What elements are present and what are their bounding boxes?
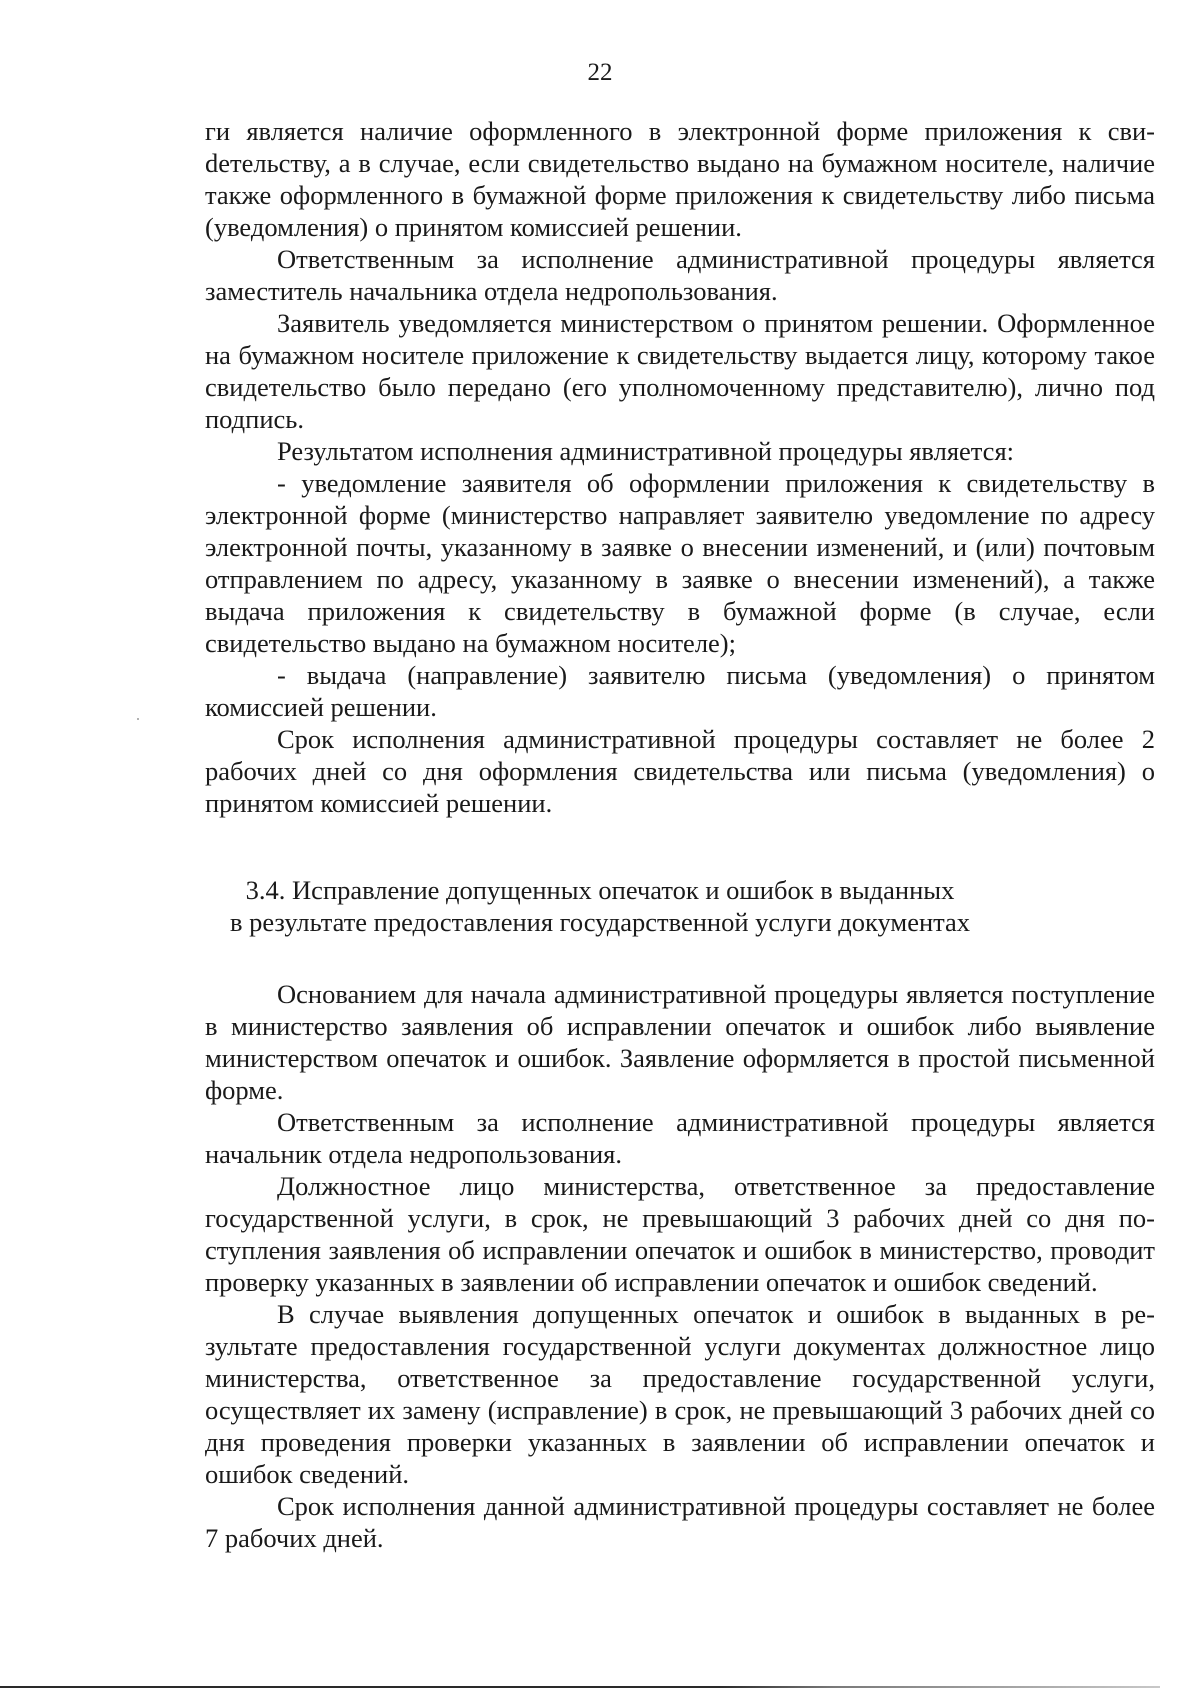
list-item-result-1: - уведомление заявителя об оформлении приложения к свидетельству в электронной форме (министерство направляет заявителю уведомление по адресу электронной почты, указанному в заявке о внесении изменений, и (или) почтовым отправлением по адресу, указанному в заявке о внесении изменений), а также выдача приложения к свидетельству в бумажной форме (в случае, если свидетельство выдано на бумажном носителе); — [205, 468, 1155, 658]
paragraph-result-intro: Результатом исполнения административной процедуры является: — [277, 436, 1014, 466]
section-heading-line-1: 3.4. Исправление допущенных опечаток и ошибок в выданных — [245, 875, 955, 905]
paragraph-continuation: ги является наличие оформленного в электронной форме приложения к свиdетельству, а в случае, если свидетельство выдано на бумажном носителе, наличие также оформленного в бумажной форме приложения к свидетельству либо письма (уведомления) о принятом комиссией решении. — [205, 116, 1155, 242]
paragraph-notification: Заявитель уведомляется министерством о принятом решении. Оформленное на бумажном носителе приложение к свидетельству выдается лицу, которому такое свидетельство было передано (его уполномоченному представителю), лично под подпись. — [205, 308, 1155, 434]
section-heading — [0, 874, 1200, 938]
paragraph-deadline: Срок исполнения административной процедуры составляет не более 2 рабочих дней со дня оформления свидетельства или письма (уведомления) о принятом комиссией решении. — [205, 724, 1155, 818]
paragraph-correction: В случае выявления допущенных опечаток и ошибок в выданных в результате предоставления государственной услуги документах должностное лицо министерства, ответственное за предоставление государственной услуги, осуществляет их замену (исправление) в срок, не превышающий 3 рабочих дней со дня проведения проверки указанных в заявлении об исправлении опечаток и ошибок сведений. — [205, 1299, 1155, 1489]
scan-artifact-dot — [137, 718, 139, 720]
footer-rule — [0, 1686, 1160, 1688]
section-heading-line-2: в результате предоставления государственной услуги документах — [229, 907, 971, 937]
list-item-result-2: - выдача (направление) заявителю письма (уведомления) о принятом комиссией решении. — [205, 660, 1155, 722]
paragraph-responsible-2: Ответственным за исполнение административной процедуры является начальник отдела недропользования. — [205, 1107, 1155, 1169]
paragraph-grounds: Основанием для начала административной процедуры является поступление в министерство заявления об исправлении опечаток и ошибок либо выявление министерством опечаток и ошибок. Заявление оформляется в простой письменной форме. — [205, 979, 1155, 1105]
page-number: 22 — [587, 59, 613, 86]
section-body — [205, 978, 1155, 1554]
paragraph-deadline-2: Срок исполнения данной административной процедуры составляет не более 7 рабочих дней. — [205, 1491, 1155, 1553]
paragraph-official-check: Должностное лицо министерства, ответственное за предоставление государственной услуги, в срок, не превышающий 3 рабочих дней со дня поступления заявления об исправлении опечаток и ошибок в министерство, проводит проверку указанных в заявлении об исправлении опечаток и ошибок сведений. — [205, 1171, 1155, 1297]
document-body — [205, 115, 1155, 819]
paragraph-responsible: Ответственным за исполнение административной процедуры является заместитель начальника отдела недропользования. — [205, 244, 1155, 306]
